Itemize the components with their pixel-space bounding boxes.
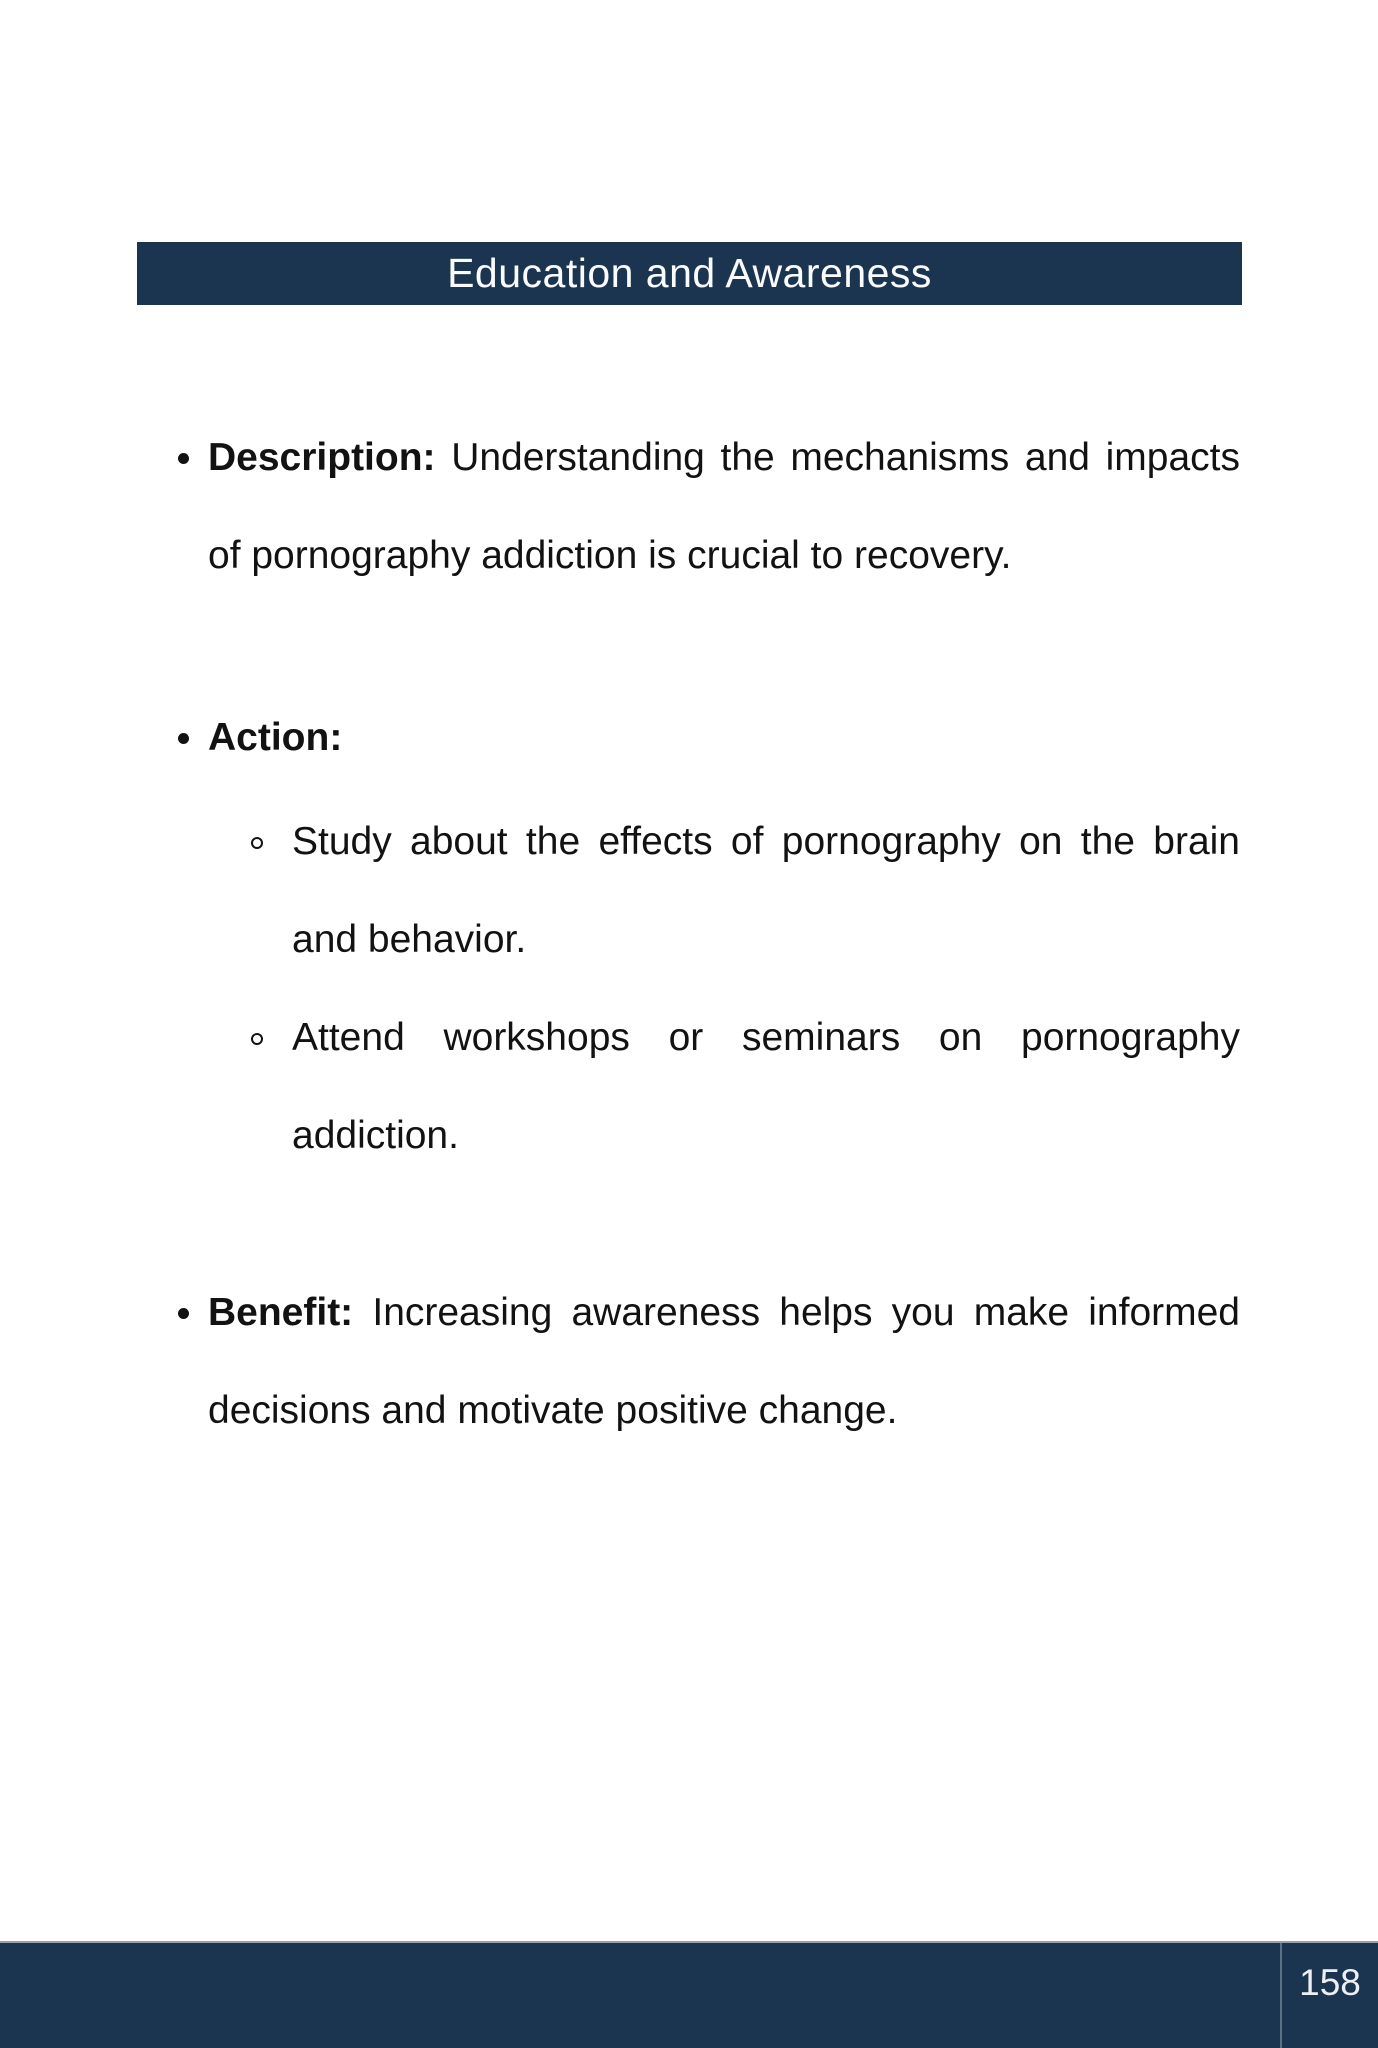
section-title: Education and Awareness xyxy=(447,250,932,296)
sub-bullet-icon xyxy=(251,1033,263,1045)
bullet-icon xyxy=(178,453,189,464)
bullet-label-description: Description: xyxy=(208,436,436,479)
section-header-bar xyxy=(137,242,1242,305)
action-sub-list xyxy=(208,793,1240,1185)
bullet-item-description xyxy=(208,409,1240,605)
bullet-list xyxy=(208,409,1240,1460)
bullet-icon xyxy=(178,733,189,744)
sub-bullet-item-attend xyxy=(292,989,1240,1185)
sub-bullet-item-study xyxy=(292,793,1240,989)
bullet-label-action: Action: xyxy=(208,716,343,759)
bullet-item-benefit xyxy=(208,1264,1240,1460)
sub-bullet-text-attend: Attend workshops or seminars on pornography addiction. xyxy=(292,1016,1240,1157)
page-number-cell xyxy=(1282,1943,1378,2048)
bullet-text-benefit: Increasing awareness helps you make informed decisions and motivate positive change. xyxy=(208,1291,1240,1432)
page-footer xyxy=(0,1941,1378,2048)
bullet-item-action xyxy=(208,689,1240,1185)
sub-bullet-text-study: Study about the effects of pornography on the brain and behavior. xyxy=(292,820,1240,961)
bullet-text-description: Understanding the mechanisms and impacts of pornography addiction is crucial to recovery. xyxy=(208,436,1240,577)
page-number: 158 xyxy=(1299,1961,1361,2003)
bullet-icon xyxy=(178,1308,189,1319)
bullet-label-benefit: Benefit: xyxy=(208,1291,354,1334)
sub-bullet-icon xyxy=(251,837,263,849)
